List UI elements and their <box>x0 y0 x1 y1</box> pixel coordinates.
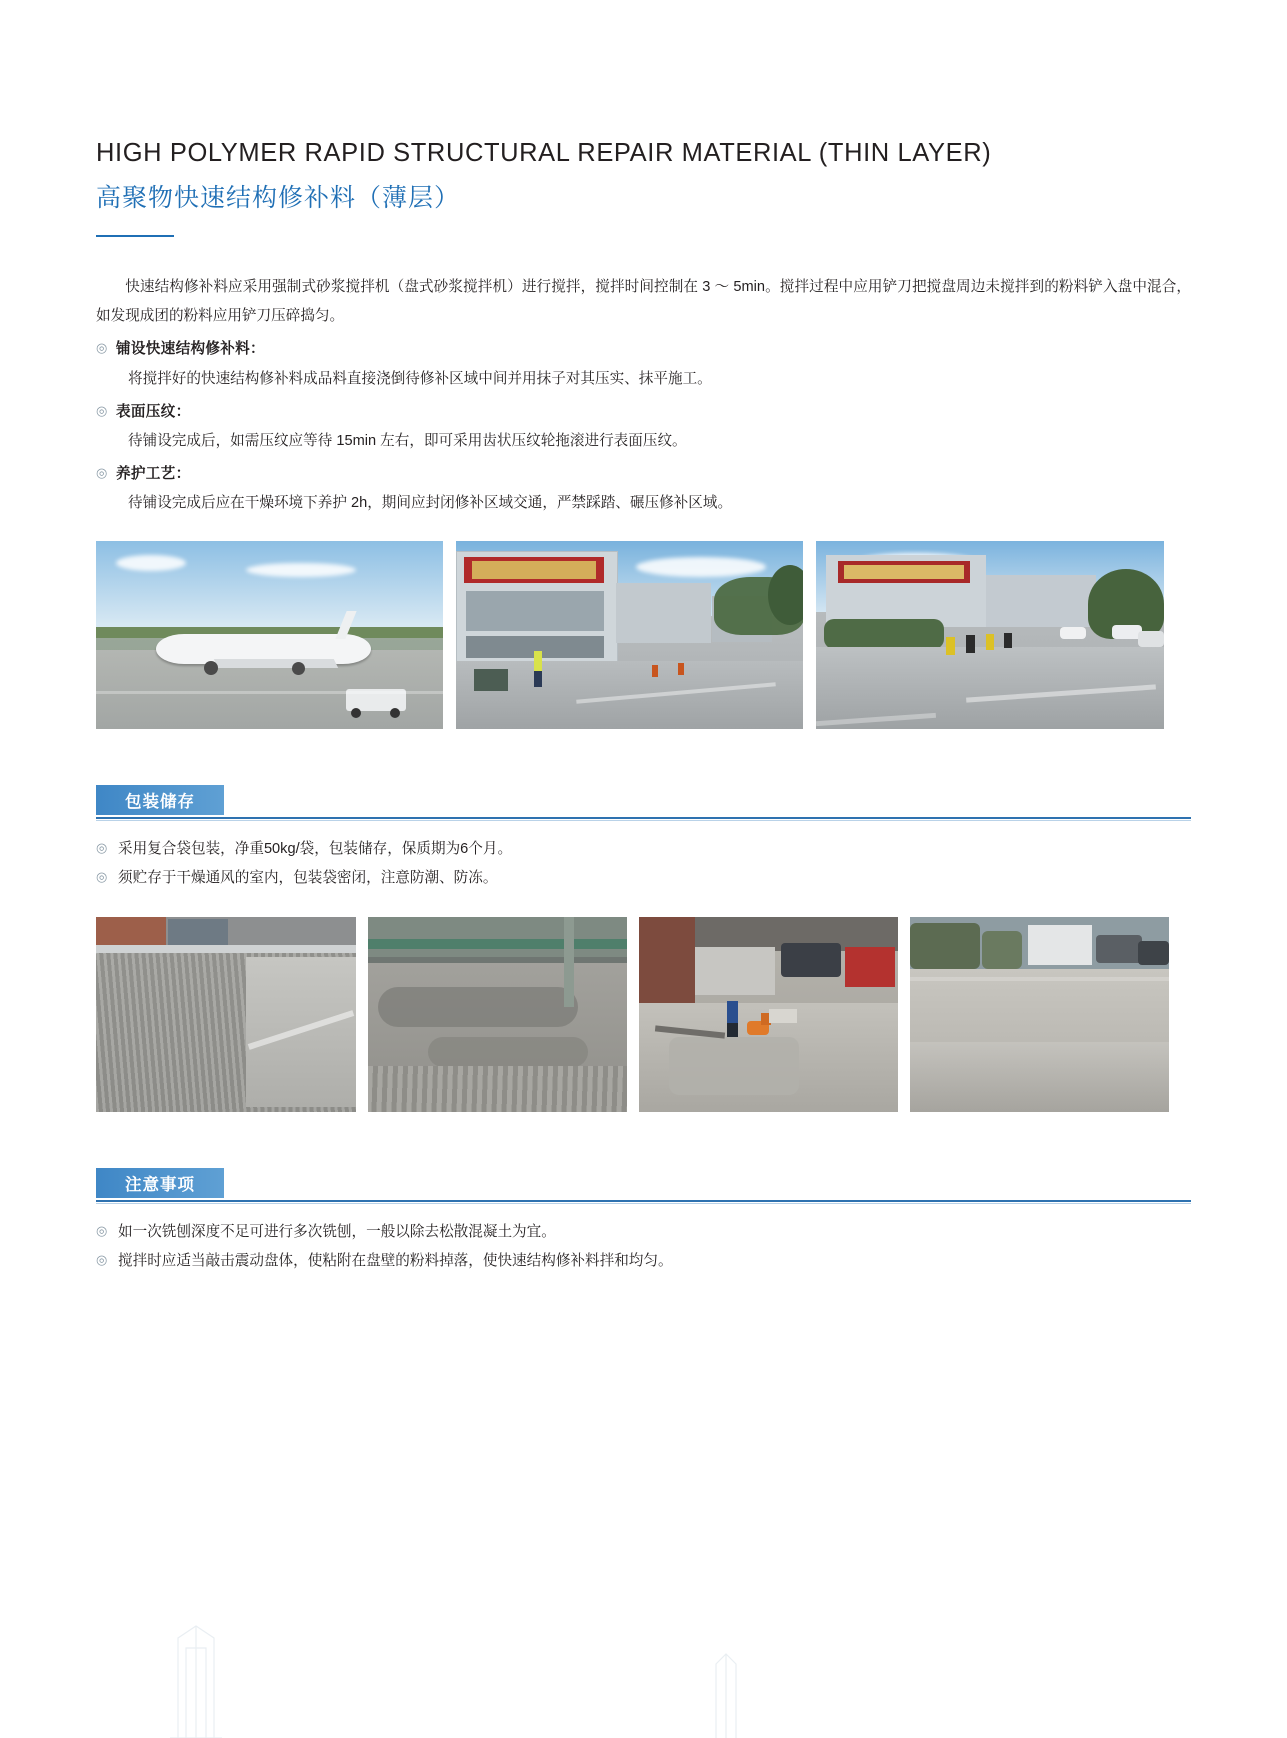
section-underline <box>96 1200 1191 1202</box>
bullet-icon: ◎ <box>96 1222 108 1238</box>
bullet-icon: ◎ <box>96 402 108 418</box>
list-item-text: 采用复合袋包装，净重50kg/袋，包装储存，保质期为6个月。 <box>118 840 513 857</box>
airport-runway-photo <box>96 541 443 729</box>
precautions-list <box>96 1218 1191 1276</box>
section-precautions <box>96 1168 1191 1276</box>
bullet-icon: ◎ <box>96 465 108 481</box>
workers-repairing-gas-station-photo <box>639 917 898 1112</box>
step-3-heading: 养护工艺： <box>116 466 191 483</box>
footer-watermark-graphic <box>0 1618 1287 1738</box>
packaging-list <box>96 835 1191 893</box>
page-title-chinese: 高聚物快速结构修补料（薄层） <box>96 183 461 212</box>
section-header-packaging <box>96 785 1191 819</box>
title-divider <box>96 235 174 238</box>
list-item <box>96 835 1191 864</box>
list-item <box>96 864 1191 893</box>
bullet-icon: ◎ <box>96 1252 108 1268</box>
page-title-english: HIGH POLYMER RAPID STRUCTURAL REPAIR MATERIAL (THIN LAYER) <box>96 139 992 167</box>
bullet-icon: ◎ <box>96 868 108 884</box>
step-3-text: 待铺设完成后应在干燥环境下养护 2h，期间应封闭修补区域交通，严禁踩踏、碾压修补区域。 <box>128 495 733 512</box>
section-packaging-storage <box>96 785 1191 893</box>
step-2-text: 待铺设完成后，如需压纹应等待 15min 左右，即可采用齿状压纹轮拖滚进行表面压纹。 <box>128 433 687 450</box>
step-1-text: 将搅拌好的快速结构修补料成品料直接浇倒待修补区域中间并用抹子对其压实、抹平施工。 <box>128 370 712 387</box>
grooved-concrete-surface-photo <box>96 917 356 1112</box>
list-item-text: 如一次铣刨深度不足可进行多次铣刨，一般以除去松散混凝土为宜。 <box>118 1223 556 1240</box>
list-item-text: 搅拌时应适当敲击震动盘体，使粘附在盘壁的粉料掉落，使快速结构修补料拌和均匀。 <box>118 1253 673 1270</box>
section-tab-label: 注意事项 <box>96 1168 224 1198</box>
step-3-heading-row <box>96 460 1191 489</box>
bullet-icon: ◎ <box>96 340 108 356</box>
street-shops-repaired-road-photo <box>456 541 803 729</box>
section-header-precautions <box>96 1168 1191 1202</box>
damaged-pavement-guardrail-photo <box>368 917 627 1112</box>
gallery-bottom <box>96 917 1191 1112</box>
bullet-icon: ◎ <box>96 839 108 855</box>
step-2-heading-row <box>96 398 1191 427</box>
finished-smooth-pavement-photo <box>910 917 1169 1112</box>
intro-body <box>96 273 1191 519</box>
step-1-heading-row <box>96 335 1191 364</box>
step-2-heading: 表面压纹： <box>116 403 191 420</box>
step-1-heading: 铺设快速结构修补料： <box>116 341 265 358</box>
street-with-traffic-cones-photo <box>816 541 1164 729</box>
intro-paragraph: 快速结构修补料应采用强制式砂浆搅拌机（盘式砂浆搅拌机）进行搅拌，搅拌时间控制在 3 ～ 5min。搅拌过程中应用铲刀把搅盘周边未搅拌到的粉料铲入盘中混合，如发现成团的粉料应用铲刀压碎捣匀。 <box>96 279 1191 325</box>
list-item <box>96 1247 1191 1276</box>
section-underline <box>96 817 1191 819</box>
list-item-text: 须贮存于干燥通风的室内，包装袋密闭，注意防潮、防冻。 <box>118 869 498 886</box>
gallery-top <box>96 541 1191 729</box>
document-page <box>0 138 1287 1738</box>
list-item <box>96 1218 1191 1247</box>
section-tab-label: 包装储存 <box>96 785 224 815</box>
